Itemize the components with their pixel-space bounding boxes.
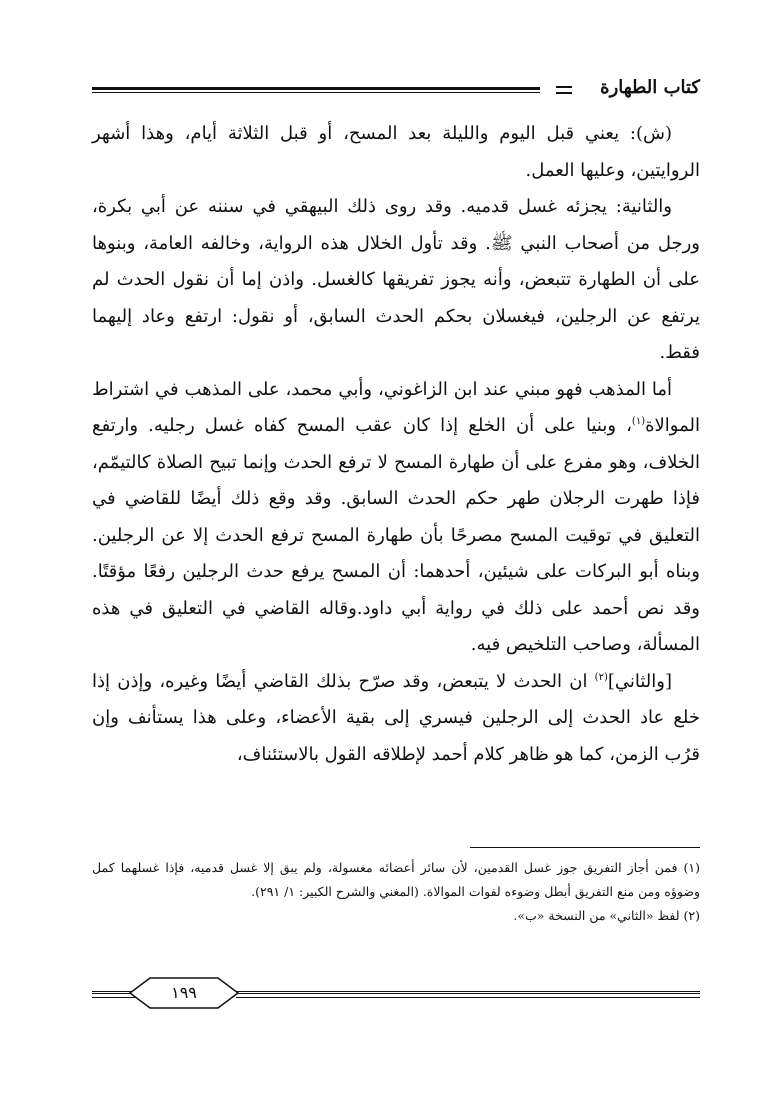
chapter-title: كتاب الطهارة	[600, 77, 700, 98]
paragraph-commentary: (ش): يعني قبل اليوم والليلة بعد المسح، أو قبل الثلاثة أيام، وهذا أشهر الروايتين، وعليها العمل.	[92, 123, 700, 181]
footnote-ref-1[interactable]: (١)	[631, 416, 646, 427]
paragraph-text: ان الحدث لا يتبعض، وقد صرّح بذلك القاضي أيضًا وغيره، وإذن إذا خلع عاد الحدث إلى الرجلين فيسري إلى بقية الأعضاء، وعلى هذا يستأنف وإن قرُب الزمن، كما هو ظاهر كلام أحمد لإطلاقه القول بالاستئناف،	[92, 670, 700, 765]
paragraph-text: [والثاني]	[607, 670, 672, 692]
footnotes	[92, 856, 700, 928]
paragraph-madhhab	[92, 372, 700, 664]
page-number: ١٩٩	[171, 983, 197, 1002]
footnote-ref-2[interactable]: (٢)	[594, 671, 608, 683]
header-rule	[92, 87, 540, 93]
footnote-2: (٢) لفظ «الثاني» من النسخة «ب».	[513, 908, 700, 923]
paragraph-text: أما المذهب فهو مبني عند ابن الزاغوني، وأبي محمد، على المذهب في اشتراط الموالاة	[92, 378, 700, 436]
paragraph-second-point	[92, 664, 700, 774]
paragraph-second-narration: والثانية: يجزئه غسل قدميه. وقد روى ذلك البيهقي في سننه عن أبي بكرة، ورجل من أصحاب النبي ﷺ. وقد تأول الخلال هذه الرواية، وخالفه العامة، وبنوها على أن الطهارة تتبعض، وأنه يجوز تفريقها كالغسل. واذن إما أن نقول الحدث لم يرتفع عن الرجلين، فيغسلان بحكم الحدث السابق، أو نقول: ارتفع وعاد إليهما فقط.	[92, 196, 700, 363]
footer-rule-right	[236, 991, 700, 998]
footnote-divider	[470, 847, 700, 848]
main-text	[92, 116, 700, 773]
running-header	[92, 76, 700, 104]
header-ornament	[556, 86, 572, 94]
paragraph-text: ، وبنيا على أن الخلع إذا كان عقب المسح كفاه غسل رجليه. وارتفع الخلاف، وهو مفرع على أن طهارة المسح لا ترفع الحدث وإنما تبيح الصلاة كالتيمّم، فإذا طهرت الرجلان طهر حكم الحدث السابق. وقد وقع ذلك أيضًا للقاضي في التعليق في توقيت المسح مصرحًا بأن طهارة المسح ترفع الحدث إلا عن الرجلين. وبناه أبو البركات على شيئين، أحدهما: أن المسح يرفع حدث الرجلين رفعًا مؤقتًا. وقد نص أحمد على ذلك في رواية أبي داود.وقاله القاضي في التعليق في هذه المسألة، وصاحب التلخيص فيه.	[92, 415, 701, 655]
footnote-1: (١) فمن أجاز التفريق جوز غسل القدمين، لأن سائر أعضائه مغسولة، ولم يبق إلا غسل قدميه، فإذا غسلهما كمل وضوؤه ومن منع التفريق أبطل وضوءه لفوات الموالاة. (المغني والشرح الكبير: ١/ ٢٩١).	[92, 860, 700, 899]
